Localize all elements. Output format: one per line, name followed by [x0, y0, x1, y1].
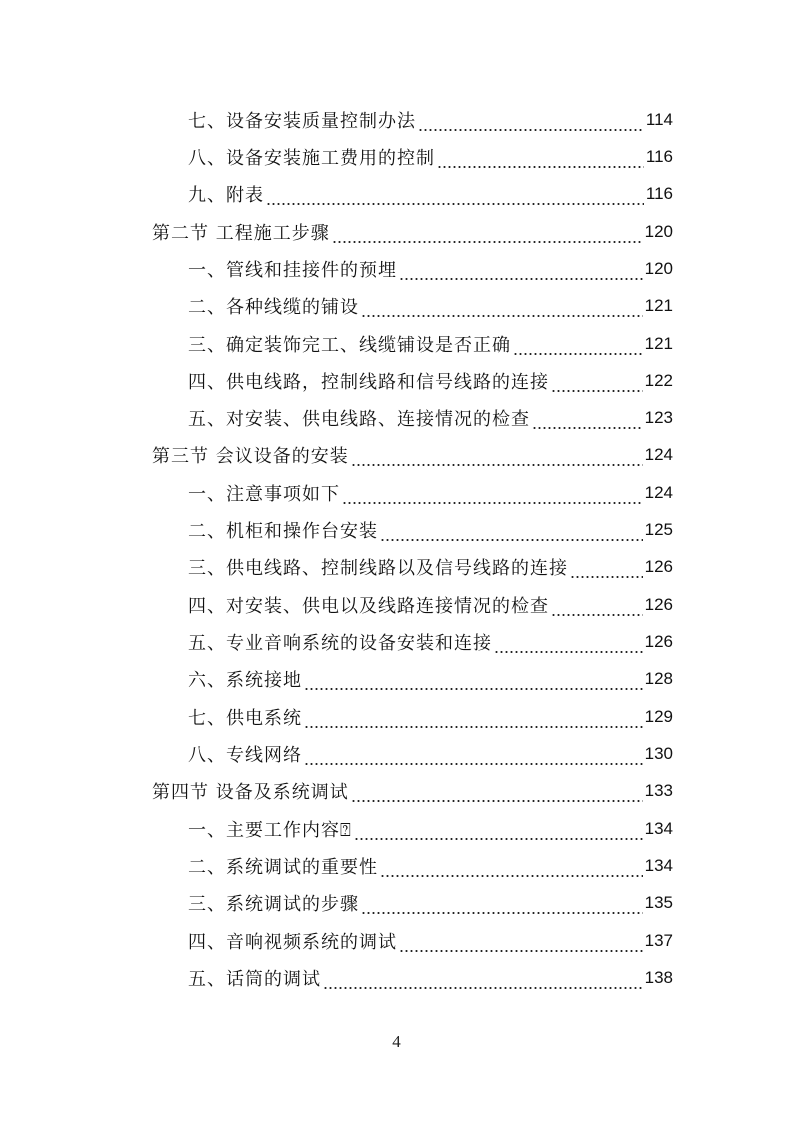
dot-leader: [342, 485, 643, 505]
toc-entry-label: 七、设备安装质量控制办法: [188, 110, 416, 132]
toc-subsection-entry[interactable]: [150, 101, 675, 138]
dot-leader: [418, 112, 644, 132]
toc-subsection-entry[interactable]: [150, 549, 675, 586]
toc-subsection-entry[interactable]: [150, 885, 675, 922]
toc-entry-label: 一、管线和挂接件的预埋: [188, 259, 397, 281]
toc-entry-label: 五、专业音响系统的设备安装和连接: [188, 633, 492, 655]
toc-entry-page: 125: [644, 520, 673, 540]
dot-leader: [361, 895, 643, 915]
toc-subsection-entry[interactable]: [150, 698, 675, 735]
toc-entry-label: 五、话筒的调试: [188, 968, 321, 990]
toc-entry-label: 六、系统接地: [188, 670, 302, 692]
dot-leader: [351, 783, 643, 803]
toc-subsection-entry[interactable]: [150, 474, 675, 511]
dot-leader: [351, 447, 643, 467]
toc-entry-label: 三、系统调试的步骤: [188, 894, 359, 916]
dot-leader: [494, 634, 643, 654]
dot-leader: [354, 821, 643, 841]
dot-leader: [380, 858, 643, 878]
toc-subsection-entry[interactable]: [150, 288, 675, 325]
toc-entry-label: 七、供电系统: [188, 707, 302, 729]
page-number: 4: [392, 1032, 401, 1051]
toc-entry-label: 四、供电线路，控制线路和信号线路的连接: [188, 371, 549, 393]
dot-leader: [304, 746, 643, 766]
toc-entry-label: 八、设备安装施工费用的控制: [188, 147, 435, 169]
toc-entry-label: 二、各种线缆的铺设: [188, 297, 359, 319]
toc-entry-page: 121: [644, 333, 673, 353]
toc-entry-page: 123: [644, 408, 673, 428]
toc-entry-page: 116: [645, 146, 673, 166]
toc-entry-page: 120: [644, 258, 673, 278]
toc-subsection-entry[interactable]: [150, 810, 675, 847]
toc-entry-label: 五、对安装、供电线路、连接情况的检查: [188, 409, 530, 431]
toc-entry-label: 一、注意事项如下: [188, 483, 340, 505]
toc-subsection-entry[interactable]: [150, 138, 675, 175]
toc-entry-page: 129: [644, 706, 673, 726]
toc-entry-page: 135: [644, 893, 673, 913]
dot-leader: [437, 149, 644, 169]
dot-leader: [266, 186, 644, 206]
toc-entry-page: 137: [644, 930, 673, 950]
toc-entry-label: 九、附表: [188, 185, 264, 207]
dot-leader: [332, 224, 643, 244]
toc-subsection-entry[interactable]: [150, 586, 675, 623]
toc-entry-page: 126: [644, 594, 673, 614]
toc-subsection-entry[interactable]: [150, 661, 675, 698]
toc-entry-page: 120: [644, 221, 673, 241]
toc-entry-page: 124: [644, 445, 673, 465]
dot-leader: [570, 559, 643, 579]
toc-entry-label: 三、供电线路、控制线路以及信号线路的连接: [188, 558, 568, 580]
toc-entry-page: 133: [644, 781, 673, 801]
toc-entry-label: 四、对安装、供电以及线路连接情况的检查: [188, 595, 549, 617]
toc-entry-label: 四、音响视频系统的调试: [188, 931, 397, 953]
toc-subsection-entry[interactable]: [150, 623, 675, 660]
toc-entry-page: 126: [644, 632, 673, 652]
toc-section-entry[interactable]: [150, 213, 675, 250]
dot-leader: [323, 970, 643, 990]
toc-entry-page: 122: [644, 370, 673, 390]
toc-entry-label: 八、专线网络: [188, 744, 302, 766]
toc-entry-page: 116: [645, 184, 673, 204]
dot-leader: [304, 709, 643, 729]
toc-subsection-entry[interactable]: [150, 735, 675, 772]
dot-leader: [532, 410, 643, 430]
toc-entry-label: 三、确定装饰完工、线缆铺设是否正确: [188, 334, 511, 356]
toc-subsection-entry[interactable]: [150, 847, 675, 884]
dot-leader: [361, 298, 643, 318]
toc-subsection-entry[interactable]: [150, 362, 675, 399]
toc-entry-label: 一、主要工作内容⍰: [188, 819, 352, 841]
toc-entry-page: 121: [644, 296, 673, 316]
toc-subsection-entry[interactable]: [150, 400, 675, 437]
toc-subsection-entry[interactable]: [150, 176, 675, 213]
toc-entry-page: 114: [645, 109, 673, 129]
table-of-contents: [150, 101, 675, 997]
toc-subsection-entry[interactable]: [150, 959, 675, 996]
toc-subsection-entry[interactable]: [150, 325, 675, 362]
toc-section-entry[interactable]: [150, 773, 675, 810]
toc-entry-page: 124: [644, 482, 673, 502]
toc-entry-page: 130: [644, 743, 673, 763]
toc-subsection-entry[interactable]: [150, 922, 675, 959]
toc-entry-page: 128: [644, 669, 673, 689]
toc-entry-label: 第四节 设备及系统调试: [152, 782, 349, 804]
toc-entry-page: 138: [644, 967, 673, 987]
dot-leader: [399, 933, 643, 953]
toc-entry-label: 二、机柜和操作台安装: [188, 521, 378, 543]
toc-entry-label: 第二节 工程施工步骤: [152, 222, 330, 244]
dot-leader: [380, 522, 643, 542]
dot-leader: [551, 597, 643, 617]
toc-subsection-entry[interactable]: [150, 250, 675, 287]
toc-entry-label: 第三节 会议设备的安装: [152, 446, 349, 468]
toc-entry-page: 134: [644, 818, 673, 838]
toc-subsection-entry[interactable]: [150, 511, 675, 548]
dot-leader: [513, 336, 643, 356]
toc-entry-page: 134: [644, 855, 673, 875]
toc-section-entry[interactable]: [150, 437, 675, 474]
dot-leader: [551, 373, 643, 393]
toc-entry-page: 126: [644, 557, 673, 577]
dot-leader: [304, 671, 643, 691]
dot-leader: [399, 261, 643, 281]
toc-entry-label: 二、系统调试的重要性: [188, 856, 378, 878]
